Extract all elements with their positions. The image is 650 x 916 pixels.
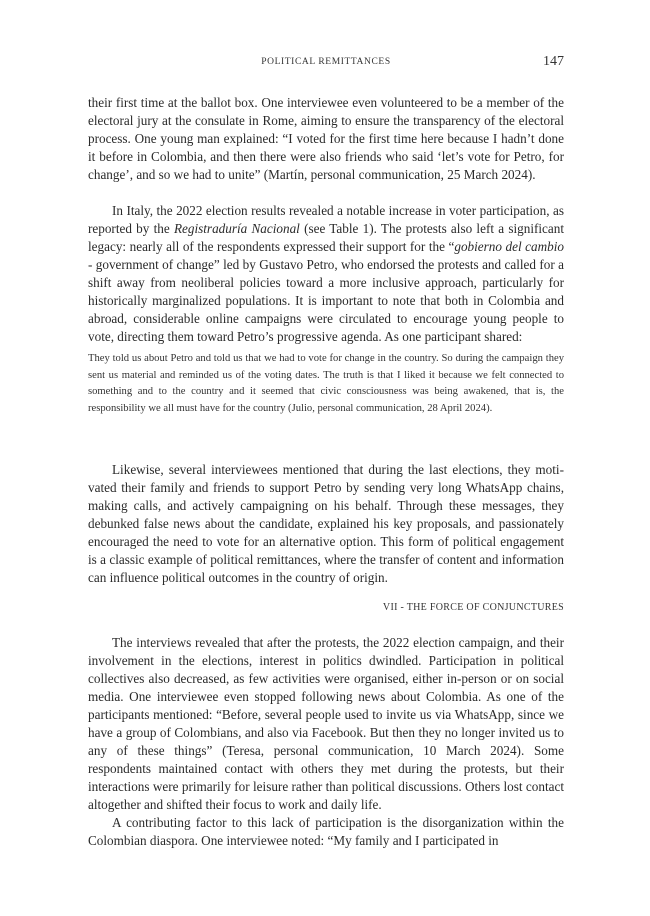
running-header [88, 54, 564, 76]
section-heading: VII - THE FORCE OF CONJUNCTURES [382, 602, 564, 613]
paragraph-2-part-3: - government of change” led by Gustavo Petro, who endorsed the protests and called for a shift away from neoliberal policies toward a more inclusive approach, particularly for historically marginalized populations. It is important to note that both in Colombia and abroad, considerable online campaigns were circulated to encourage young people to vote, directing them toward Petro’s progressive agenda. As one participant shared: [88, 257, 564, 344]
paragraph-3 [88, 461, 564, 587]
paragraph-1-text: their first time at the ballot box. One interviewee even volunteered to be a member of the electoral jury at the consulate in Rome, aiming to ensure the transparency of the electoral process. One young man explained: “I voted for the first time here because I hadn’t done it before in Colombia, and then there were also friends who said ‘let’s vote for Petro, for change’, and so we had to unite” (Martín, personal communication, 25 March 2024). [88, 95, 564, 182]
block-quote-text: They told us about Petro and told us that we had to vote for change in the country. So during the campaign they sent us material and reminded us of the voting dates. The truth is that I liked it because we felt connected to something and to the country and it seemed that civic consciousness was being awakened, that is, the responsibility we all must have for the country (Julio, personal communication, 28 April 2024). [88, 353, 564, 414]
page-number: 147 [543, 54, 564, 69]
paragraph-2-part-2: (see Table 1). The protests also left a significant legacy: nearly all of the respondents expressed their support for the “ [88, 221, 564, 254]
paragraph-2-part-1: In Italy, the 2022 election results revealed a notable increase in voter participation, as reported by the [88, 203, 564, 236]
paragraph-2-text [88, 202, 564, 346]
registraduria-italic: Registraduría Nacional [173, 221, 300, 236]
paragraph-4 [88, 634, 564, 850]
document-page [88, 0, 564, 916]
paragraph-3-text: Likewise, several interviewees mentioned that during the last elections, they motivated their family and friends to support Petro by sending very long WhatsApp chains, making calls, and actively campaigning on his behalf. Through these messages, they debunked false news about the candidate, explained his key proposals, and passionately encouraged the need to vote for an alternative option. This form of political engagement is a classic example of political remittances, where the transfer of content and information can influence political outcomes in the country of origin. [88, 462, 564, 585]
gobierno-del-cambio-italic: gobierno del cambio [454, 239, 564, 254]
paragraph-2 [88, 202, 564, 346]
paragraph-1 [88, 94, 564, 184]
paragraph-4-text: The interviews revealed that after the protests, the 2022 election campaign, and their involvement in the elections, interest in politics dwindled. Participation in political collectives also decreased, as few activities were organised, either in-person or on social media. One interviewee even stopped following news about Colombia. As one of the participants mentioned: “Before, several people used to invite us via WhatsApp, since we have a group of Colombians, and also via Facebook. But then they no longer invited us to any of these things” (Teresa, personal communication, 10 March 2024). Some respondents maintained contact with others they met during the protests, but their interactions were primarily for leisure rather than political discussions. Others lost contact altogether and shifted their focus to work and daily life. [88, 635, 564, 812]
block-quote [88, 351, 564, 417]
running-title: POLITICAL REMITTANCES [261, 57, 391, 67]
paragraph-5-text: A contributing factor to this lack of participation is the disorganization within the Colombian diaspora. One interviewee noted: “My family and I participated in [88, 815, 564, 848]
